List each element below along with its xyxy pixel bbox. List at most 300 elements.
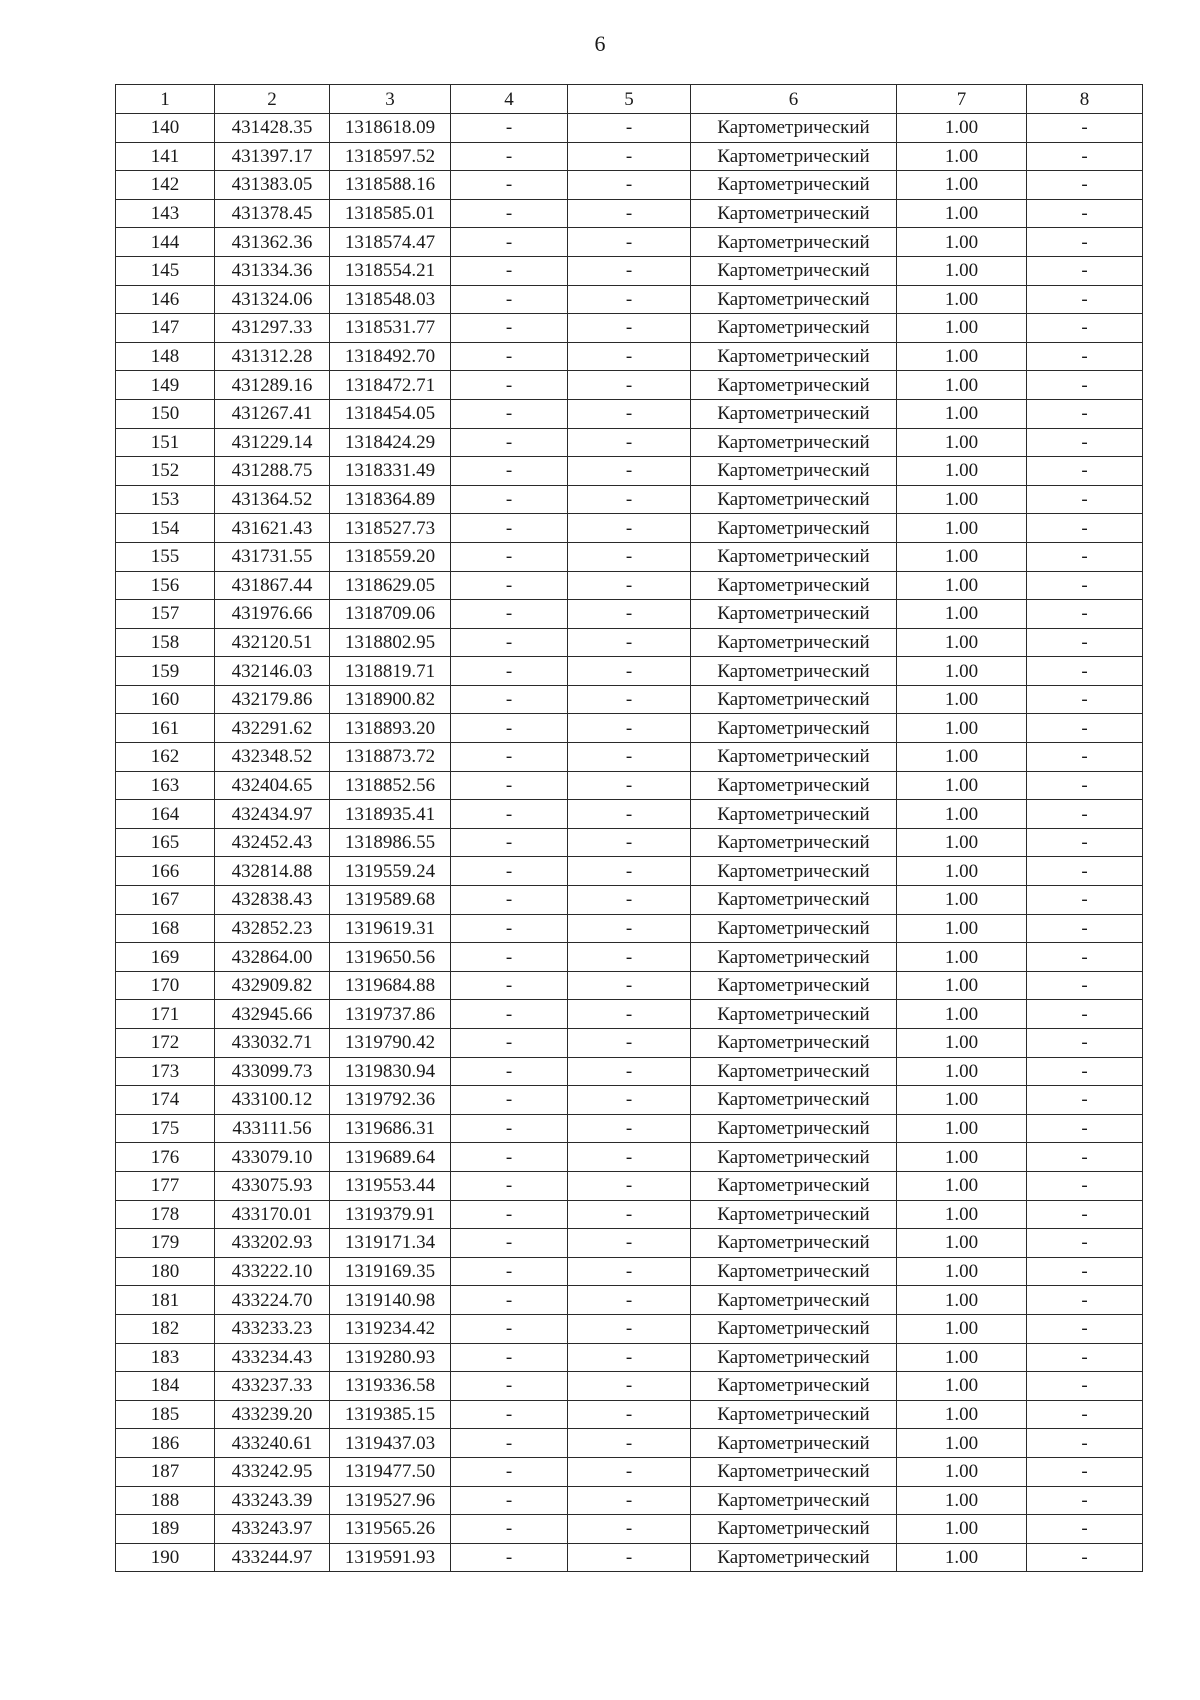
table-row <box>116 1143 1143 1172</box>
point-number-cell: 164 <box>116 800 215 829</box>
column-5-cell: - <box>568 228 691 257</box>
point-number-cell: 189 <box>116 1515 215 1544</box>
y-coordinate-cell: 1319171.34 <box>330 1229 451 1258</box>
column-8-cell: - <box>1027 1229 1143 1258</box>
method-cell: Картометрический <box>691 542 897 571</box>
table-row <box>116 1343 1143 1372</box>
column-5-cell: - <box>568 1114 691 1143</box>
column-header: 7 <box>897 85 1027 114</box>
y-coordinate-cell: 1318574.47 <box>330 228 451 257</box>
column-8-cell: - <box>1027 628 1143 657</box>
column-5-cell: - <box>568 685 691 714</box>
y-coordinate-cell: 1319477.50 <box>330 1457 451 1486</box>
table-row <box>116 399 1143 428</box>
point-number-cell: 176 <box>116 1143 215 1172</box>
column-5-cell: - <box>568 914 691 943</box>
y-coordinate-cell: 1318873.72 <box>330 743 451 772</box>
point-number-cell: 140 <box>116 114 215 143</box>
column-4-cell: - <box>451 1257 568 1286</box>
accuracy-cell: 1.00 <box>897 600 1027 629</box>
table-row <box>116 1457 1143 1486</box>
y-coordinate-cell: 1319385.15 <box>330 1400 451 1429</box>
y-coordinate-cell: 1319619.31 <box>330 914 451 943</box>
point-number-cell: 151 <box>116 428 215 457</box>
method-cell: Картометрический <box>691 1372 897 1401</box>
column-8-cell: - <box>1027 657 1143 686</box>
x-coordinate-cell: 433244.97 <box>215 1543 330 1572</box>
table-row <box>116 743 1143 772</box>
x-coordinate-cell: 432452.43 <box>215 828 330 857</box>
column-5-cell: - <box>568 542 691 571</box>
column-5-cell: - <box>568 399 691 428</box>
method-cell: Картометрический <box>691 1486 897 1515</box>
point-number-cell: 182 <box>116 1314 215 1343</box>
point-number-cell: 144 <box>116 228 215 257</box>
table-row <box>116 171 1143 200</box>
method-cell: Картометрический <box>691 171 897 200</box>
method-cell: Картометрический <box>691 428 897 457</box>
column-4-cell: - <box>451 1400 568 1429</box>
point-number-cell: 163 <box>116 771 215 800</box>
column-5-cell: - <box>568 457 691 486</box>
column-5-cell: - <box>568 114 691 143</box>
point-number-cell: 179 <box>116 1229 215 1258</box>
column-5-cell: - <box>568 1429 691 1458</box>
accuracy-cell: 1.00 <box>897 685 1027 714</box>
column-4-cell: - <box>451 1543 568 1572</box>
method-cell: Картометрический <box>691 1229 897 1258</box>
column-header: 8 <box>1027 85 1143 114</box>
x-coordinate-cell: 432838.43 <box>215 886 330 915</box>
column-8-cell: - <box>1027 1486 1143 1515</box>
y-coordinate-cell: 1318364.89 <box>330 485 451 514</box>
x-coordinate-cell: 431397.17 <box>215 142 330 171</box>
column-8-cell: - <box>1027 428 1143 457</box>
x-coordinate-cell: 433243.97 <box>215 1515 330 1544</box>
method-cell: Картометрический <box>691 1057 897 1086</box>
column-8-cell: - <box>1027 571 1143 600</box>
method-cell: Картометрический <box>691 657 897 686</box>
column-5-cell: - <box>568 1372 691 1401</box>
column-4-cell: - <box>451 342 568 371</box>
point-number-cell: 186 <box>116 1429 215 1458</box>
column-4-cell: - <box>451 971 568 1000</box>
y-coordinate-cell: 1318559.20 <box>330 542 451 571</box>
table-row <box>116 857 1143 886</box>
column-4-cell: - <box>451 828 568 857</box>
table-row <box>116 1000 1143 1029</box>
column-4-cell: - <box>451 1029 568 1058</box>
method-cell: Картометрический <box>691 1171 897 1200</box>
column-8-cell: - <box>1027 457 1143 486</box>
column-8-cell: - <box>1027 1257 1143 1286</box>
y-coordinate-cell: 1319280.93 <box>330 1343 451 1372</box>
accuracy-cell: 1.00 <box>897 1372 1027 1401</box>
accuracy-cell: 1.00 <box>897 428 1027 457</box>
column-5-cell: - <box>568 771 691 800</box>
accuracy-cell: 1.00 <box>897 371 1027 400</box>
accuracy-cell: 1.00 <box>897 857 1027 886</box>
x-coordinate-cell: 433079.10 <box>215 1143 330 1172</box>
column-8-cell: - <box>1027 943 1143 972</box>
table-row <box>116 1029 1143 1058</box>
y-coordinate-cell: 1319591.93 <box>330 1543 451 1572</box>
column-4-cell: - <box>451 285 568 314</box>
column-5-cell: - <box>568 1486 691 1515</box>
method-cell: Картометрический <box>691 1515 897 1544</box>
column-5-cell: - <box>568 1171 691 1200</box>
table-row <box>116 943 1143 972</box>
x-coordinate-cell: 433237.33 <box>215 1372 330 1401</box>
accuracy-cell: 1.00 <box>897 1171 1027 1200</box>
column-4-cell: - <box>451 1229 568 1258</box>
accuracy-cell: 1.00 <box>897 828 1027 857</box>
y-coordinate-cell: 1319686.31 <box>330 1114 451 1143</box>
x-coordinate-cell: 432146.03 <box>215 657 330 686</box>
method-cell: Картометрический <box>691 1086 897 1115</box>
accuracy-cell: 1.00 <box>897 342 1027 371</box>
column-8-cell: - <box>1027 857 1143 886</box>
column-5-cell: - <box>568 1029 691 1058</box>
column-8-cell: - <box>1027 1429 1143 1458</box>
y-coordinate-cell: 1318935.41 <box>330 800 451 829</box>
accuracy-cell: 1.00 <box>897 1000 1027 1029</box>
point-number-cell: 141 <box>116 142 215 171</box>
column-header: 1 <box>116 85 215 114</box>
x-coordinate-cell: 431731.55 <box>215 542 330 571</box>
accuracy-cell: 1.00 <box>897 199 1027 228</box>
y-coordinate-cell: 1319140.98 <box>330 1286 451 1315</box>
method-cell: Картометрический <box>691 828 897 857</box>
column-4-cell: - <box>451 514 568 543</box>
point-number-cell: 150 <box>116 399 215 428</box>
method-cell: Картометрический <box>691 886 897 915</box>
point-number-cell: 166 <box>116 857 215 886</box>
y-coordinate-cell: 1318893.20 <box>330 714 451 743</box>
x-coordinate-cell: 433075.93 <box>215 1171 330 1200</box>
table-row <box>116 1086 1143 1115</box>
column-5-cell: - <box>568 971 691 1000</box>
table-row <box>116 628 1143 657</box>
y-coordinate-cell: 1319650.56 <box>330 943 451 972</box>
column-8-cell: - <box>1027 800 1143 829</box>
method-cell: Картометрический <box>691 714 897 743</box>
column-8-cell: - <box>1027 314 1143 343</box>
column-4-cell: - <box>451 657 568 686</box>
column-8-cell: - <box>1027 1000 1143 1029</box>
column-8-cell: - <box>1027 771 1143 800</box>
y-coordinate-cell: 1319684.88 <box>330 971 451 1000</box>
y-coordinate-cell: 1318819.71 <box>330 657 451 686</box>
accuracy-cell: 1.00 <box>897 1486 1027 1515</box>
column-4-cell: - <box>451 800 568 829</box>
point-number-cell: 167 <box>116 886 215 915</box>
accuracy-cell: 1.00 <box>897 971 1027 1000</box>
point-number-cell: 188 <box>116 1486 215 1515</box>
x-coordinate-cell: 431334.36 <box>215 256 330 285</box>
table-row <box>116 514 1143 543</box>
column-5-cell: - <box>568 314 691 343</box>
method-cell: Картометрический <box>691 1457 897 1486</box>
column-8-cell: - <box>1027 1515 1143 1544</box>
accuracy-cell: 1.00 <box>897 1429 1027 1458</box>
accuracy-cell: 1.00 <box>897 457 1027 486</box>
table-row <box>116 971 1143 1000</box>
x-coordinate-cell: 432909.82 <box>215 971 330 1000</box>
y-coordinate-cell: 1318554.21 <box>330 256 451 285</box>
column-header: 2 <box>215 85 330 114</box>
column-header: 5 <box>568 85 691 114</box>
method-cell: Картометрический <box>691 457 897 486</box>
x-coordinate-cell: 433170.01 <box>215 1200 330 1229</box>
column-8-cell: - <box>1027 1057 1143 1086</box>
x-coordinate-cell: 432945.66 <box>215 1000 330 1029</box>
column-4-cell: - <box>451 542 568 571</box>
column-8-cell: - <box>1027 142 1143 171</box>
x-coordinate-cell: 431229.14 <box>215 428 330 457</box>
coordinates-table <box>115 84 1143 1572</box>
method-cell: Картометрический <box>691 1343 897 1372</box>
column-8-cell: - <box>1027 171 1143 200</box>
table-header-row <box>116 85 1143 114</box>
column-4-cell: - <box>451 142 568 171</box>
method-cell: Картометрический <box>691 800 897 829</box>
y-coordinate-cell: 1318900.82 <box>330 685 451 714</box>
method-cell: Картометрический <box>691 743 897 772</box>
column-header: 3 <box>330 85 451 114</box>
column-4-cell: - <box>451 914 568 943</box>
x-coordinate-cell: 431976.66 <box>215 600 330 629</box>
point-number-cell: 180 <box>116 1257 215 1286</box>
column-5-cell: - <box>568 743 691 772</box>
x-coordinate-cell: 433100.12 <box>215 1086 330 1115</box>
column-8-cell: - <box>1027 828 1143 857</box>
column-4-cell: - <box>451 1171 568 1200</box>
method-cell: Картометрический <box>691 142 897 171</box>
table-row <box>116 285 1143 314</box>
method-cell: Картометрический <box>691 628 897 657</box>
column-4-cell: - <box>451 228 568 257</box>
method-cell: Картометрический <box>691 1114 897 1143</box>
point-number-cell: 190 <box>116 1543 215 1572</box>
column-8-cell: - <box>1027 685 1143 714</box>
y-coordinate-cell: 1319737.86 <box>330 1000 451 1029</box>
method-cell: Картометрический <box>691 571 897 600</box>
point-number-cell: 169 <box>116 943 215 972</box>
accuracy-cell: 1.00 <box>897 743 1027 772</box>
accuracy-cell: 1.00 <box>897 314 1027 343</box>
accuracy-cell: 1.00 <box>897 1029 1027 1058</box>
x-coordinate-cell: 433234.43 <box>215 1343 330 1372</box>
accuracy-cell: 1.00 <box>897 657 1027 686</box>
column-5-cell: - <box>568 285 691 314</box>
column-8-cell: - <box>1027 199 1143 228</box>
y-coordinate-cell: 1318454.05 <box>330 399 451 428</box>
column-5-cell: - <box>568 342 691 371</box>
table-row <box>116 457 1143 486</box>
table-row <box>116 657 1143 686</box>
point-number-cell: 159 <box>116 657 215 686</box>
table-row <box>116 114 1143 143</box>
table-row <box>116 142 1143 171</box>
accuracy-cell: 1.00 <box>897 943 1027 972</box>
x-coordinate-cell: 431288.75 <box>215 457 330 486</box>
point-number-cell: 172 <box>116 1029 215 1058</box>
column-8-cell: - <box>1027 1372 1143 1401</box>
accuracy-cell: 1.00 <box>897 1257 1027 1286</box>
y-coordinate-cell: 1319437.03 <box>330 1429 451 1458</box>
column-8-cell: - <box>1027 971 1143 1000</box>
method-cell: Картометрический <box>691 1400 897 1429</box>
y-coordinate-cell: 1319565.26 <box>330 1515 451 1544</box>
accuracy-cell: 1.00 <box>897 171 1027 200</box>
point-number-cell: 148 <box>116 342 215 371</box>
table-row <box>116 886 1143 915</box>
x-coordinate-cell: 431383.05 <box>215 171 330 200</box>
table-row <box>116 1229 1143 1258</box>
accuracy-cell: 1.00 <box>897 256 1027 285</box>
point-number-cell: 145 <box>116 256 215 285</box>
accuracy-cell: 1.00 <box>897 1229 1027 1258</box>
accuracy-cell: 1.00 <box>897 1114 1027 1143</box>
accuracy-cell: 1.00 <box>897 1200 1027 1229</box>
accuracy-cell: 1.00 <box>897 800 1027 829</box>
table-row <box>116 1515 1143 1544</box>
point-number-cell: 185 <box>116 1400 215 1429</box>
table-row <box>116 600 1143 629</box>
accuracy-cell: 1.00 <box>897 1314 1027 1343</box>
point-number-cell: 153 <box>116 485 215 514</box>
y-coordinate-cell: 1318986.55 <box>330 828 451 857</box>
x-coordinate-cell: 433243.39 <box>215 1486 330 1515</box>
x-coordinate-cell: 431428.35 <box>215 114 330 143</box>
column-5-cell: - <box>568 600 691 629</box>
y-coordinate-cell: 1319336.58 <box>330 1372 451 1401</box>
column-8-cell: - <box>1027 743 1143 772</box>
table-row <box>116 1400 1143 1429</box>
column-5-cell: - <box>568 857 691 886</box>
x-coordinate-cell: 432814.88 <box>215 857 330 886</box>
point-number-cell: 187 <box>116 1457 215 1486</box>
accuracy-cell: 1.00 <box>897 1543 1027 1572</box>
column-5-cell: - <box>568 514 691 543</box>
column-4-cell: - <box>451 1057 568 1086</box>
accuracy-cell: 1.00 <box>897 1457 1027 1486</box>
column-4-cell: - <box>451 399 568 428</box>
column-4-cell: - <box>451 1286 568 1315</box>
accuracy-cell: 1.00 <box>897 142 1027 171</box>
column-4-cell: - <box>451 685 568 714</box>
column-8-cell: - <box>1027 114 1143 143</box>
y-coordinate-cell: 1318618.09 <box>330 114 451 143</box>
method-cell: Картометрический <box>691 685 897 714</box>
point-number-cell: 149 <box>116 371 215 400</box>
point-number-cell: 165 <box>116 828 215 857</box>
point-number-cell: 183 <box>116 1343 215 1372</box>
table-row <box>116 714 1143 743</box>
column-5-cell: - <box>568 657 691 686</box>
table-row <box>116 228 1143 257</box>
table-row <box>116 1286 1143 1315</box>
column-header: 6 <box>691 85 897 114</box>
table-row <box>116 914 1143 943</box>
x-coordinate-cell: 431362.36 <box>215 228 330 257</box>
column-5-cell: - <box>568 1314 691 1343</box>
column-8-cell: - <box>1027 600 1143 629</box>
y-coordinate-cell: 1318424.29 <box>330 428 451 457</box>
table-row <box>116 1114 1143 1143</box>
point-number-cell: 152 <box>116 457 215 486</box>
column-8-cell: - <box>1027 1143 1143 1172</box>
column-8-cell: - <box>1027 1400 1143 1429</box>
column-5-cell: - <box>568 714 691 743</box>
page-number: 6 <box>594 31 606 56</box>
x-coordinate-cell: 431312.28 <box>215 342 330 371</box>
column-4-cell: - <box>451 628 568 657</box>
point-number-cell: 147 <box>116 314 215 343</box>
column-8-cell: - <box>1027 514 1143 543</box>
column-5-cell: - <box>568 1086 691 1115</box>
accuracy-cell: 1.00 <box>897 1086 1027 1115</box>
y-coordinate-cell: 1318629.05 <box>330 571 451 600</box>
y-coordinate-cell: 1319689.64 <box>330 1143 451 1172</box>
method-cell: Картометрический <box>691 1143 897 1172</box>
column-4-cell: - <box>451 1200 568 1229</box>
column-8-cell: - <box>1027 1086 1143 1115</box>
y-coordinate-cell: 1318802.95 <box>330 628 451 657</box>
y-coordinate-cell: 1318331.49 <box>330 457 451 486</box>
table-row <box>116 1486 1143 1515</box>
table-row <box>116 828 1143 857</box>
x-coordinate-cell: 432120.51 <box>215 628 330 657</box>
y-coordinate-cell: 1319589.68 <box>330 886 451 915</box>
column-4-cell: - <box>451 1457 568 1486</box>
column-4-cell: - <box>451 1372 568 1401</box>
point-number-cell: 171 <box>116 1000 215 1029</box>
column-4-cell: - <box>451 1515 568 1544</box>
x-coordinate-cell: 432348.52 <box>215 743 330 772</box>
y-coordinate-cell: 1319234.42 <box>330 1314 451 1343</box>
y-coordinate-cell: 1318709.06 <box>330 600 451 629</box>
column-4-cell: - <box>451 943 568 972</box>
column-8-cell: - <box>1027 1171 1143 1200</box>
method-cell: Картометрический <box>691 1000 897 1029</box>
y-coordinate-cell: 1318852.56 <box>330 771 451 800</box>
column-5-cell: - <box>568 1343 691 1372</box>
x-coordinate-cell: 433239.20 <box>215 1400 330 1429</box>
table-row <box>116 1314 1143 1343</box>
column-5-cell: - <box>568 1257 691 1286</box>
point-number-cell: 168 <box>116 914 215 943</box>
column-5-cell: - <box>568 828 691 857</box>
column-4-cell: - <box>451 171 568 200</box>
x-coordinate-cell: 431378.45 <box>215 199 330 228</box>
accuracy-cell: 1.00 <box>897 771 1027 800</box>
accuracy-cell: 1.00 <box>897 1143 1027 1172</box>
method-cell: Картометрический <box>691 971 897 1000</box>
table-row <box>116 1372 1143 1401</box>
table-row <box>116 485 1143 514</box>
x-coordinate-cell: 433242.95 <box>215 1457 330 1486</box>
column-5-cell: - <box>568 628 691 657</box>
column-4-cell: - <box>451 857 568 886</box>
column-8-cell: - <box>1027 228 1143 257</box>
point-number-cell: 143 <box>116 199 215 228</box>
x-coordinate-cell: 433111.56 <box>215 1114 330 1143</box>
accuracy-cell: 1.00 <box>897 114 1027 143</box>
table-row <box>116 771 1143 800</box>
method-cell: Картометрический <box>691 199 897 228</box>
